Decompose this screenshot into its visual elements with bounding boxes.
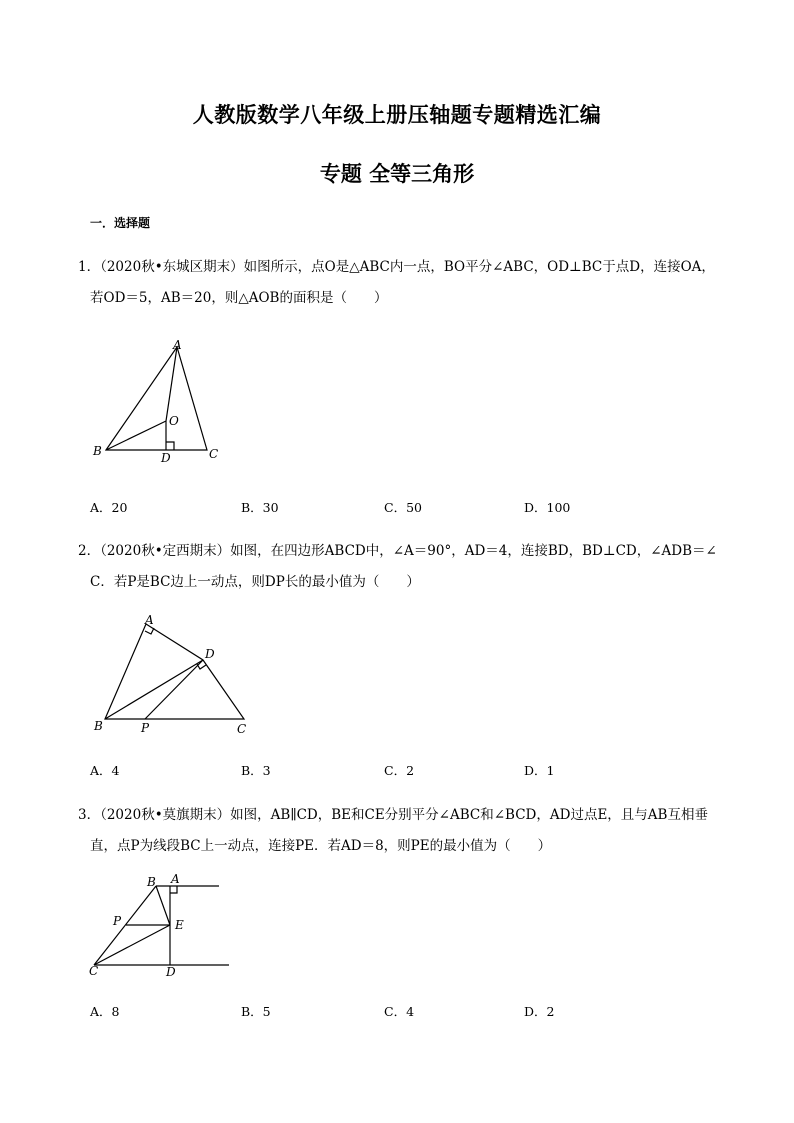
quadrilateral-abcd	[105, 624, 244, 719]
segment-bo	[106, 421, 166, 450]
label-b: B	[147, 875, 156, 889]
question-2-line2: C．若P是BC边上一动点，则DP长的最小值为（ ）	[90, 574, 420, 590]
question-2-figure	[90, 614, 260, 739]
question-1	[78, 252, 723, 314]
segment-ce	[94, 925, 170, 965]
label-a: A	[173, 338, 182, 352]
label-d: D	[166, 965, 176, 979]
question-1-line1: 1．（2020秋•东城区期末）如图所示，点O是△ABC内一点，BO平分∠ABC，OD⊥BC于点D，连接OA，	[78, 259, 715, 275]
question-2	[78, 536, 723, 598]
option-b[interactable]: B．30	[241, 500, 279, 515]
option-d[interactable]: D．100	[524, 500, 571, 515]
option-c[interactable]: C．4	[384, 1004, 415, 1019]
label-b: B	[94, 719, 103, 733]
question-1-figure	[90, 338, 230, 468]
option-a[interactable]: A．20	[90, 500, 128, 515]
option-a[interactable]: A．4	[90, 763, 120, 778]
triangle-abc	[106, 347, 207, 450]
right-angle-mark	[166, 442, 174, 450]
label-d: D	[161, 451, 171, 465]
question-3-line1: 3．（2020秋•莫旗期末）如图，AB∥CD，BE和CE分别平分∠ABC和∠BCD，AD过点E，且与AB互相垂	[78, 807, 708, 823]
label-p: P	[113, 914, 122, 928]
page-title: 人教版数学八年级上册压轴题专题精选汇编	[192, 103, 602, 127]
right-angle-mark-a	[170, 886, 177, 893]
option-d[interactable]: D．1	[524, 763, 555, 778]
page-subtitle: 专题 全等三角形	[319, 162, 475, 186]
label-c: C	[89, 964, 99, 978]
option-b[interactable]: B．3	[241, 763, 271, 778]
label-e: E	[175, 918, 184, 932]
option-b[interactable]: B．5	[241, 1004, 271, 1019]
question-3-line2: 直，点P为线段BC上一动点，连接PE．若AD＝8，则PE的最小值为（ ）	[90, 838, 552, 854]
question-3-figure	[86, 872, 236, 982]
label-a: A	[145, 613, 154, 627]
question-3	[78, 800, 723, 862]
label-d: D	[205, 647, 215, 661]
question-1-line2: 若OD＝5，AB＝20，则△AOB的面积是（ ）	[90, 290, 388, 306]
label-o: O	[169, 414, 179, 428]
label-c: C	[237, 722, 247, 736]
segment-ao	[166, 347, 177, 421]
label-a: A	[171, 872, 180, 886]
section-heading: 一．选择题	[90, 216, 151, 230]
label-b: B	[93, 444, 102, 458]
option-d[interactable]: D．2	[524, 1004, 555, 1019]
option-c[interactable]: C．50	[384, 500, 422, 515]
segment-be	[156, 886, 170, 925]
question-2-line1: 2．（2020秋•定西期末）如图，在四边形ABCD中，∠A＝90°，AD＝4，连接BD，BD⊥CD，∠ADB＝∠	[78, 543, 717, 559]
option-c[interactable]: C．2	[384, 763, 415, 778]
label-p: P	[141, 721, 150, 735]
label-c: C	[209, 447, 219, 461]
option-a[interactable]: A．8	[90, 1004, 120, 1019]
